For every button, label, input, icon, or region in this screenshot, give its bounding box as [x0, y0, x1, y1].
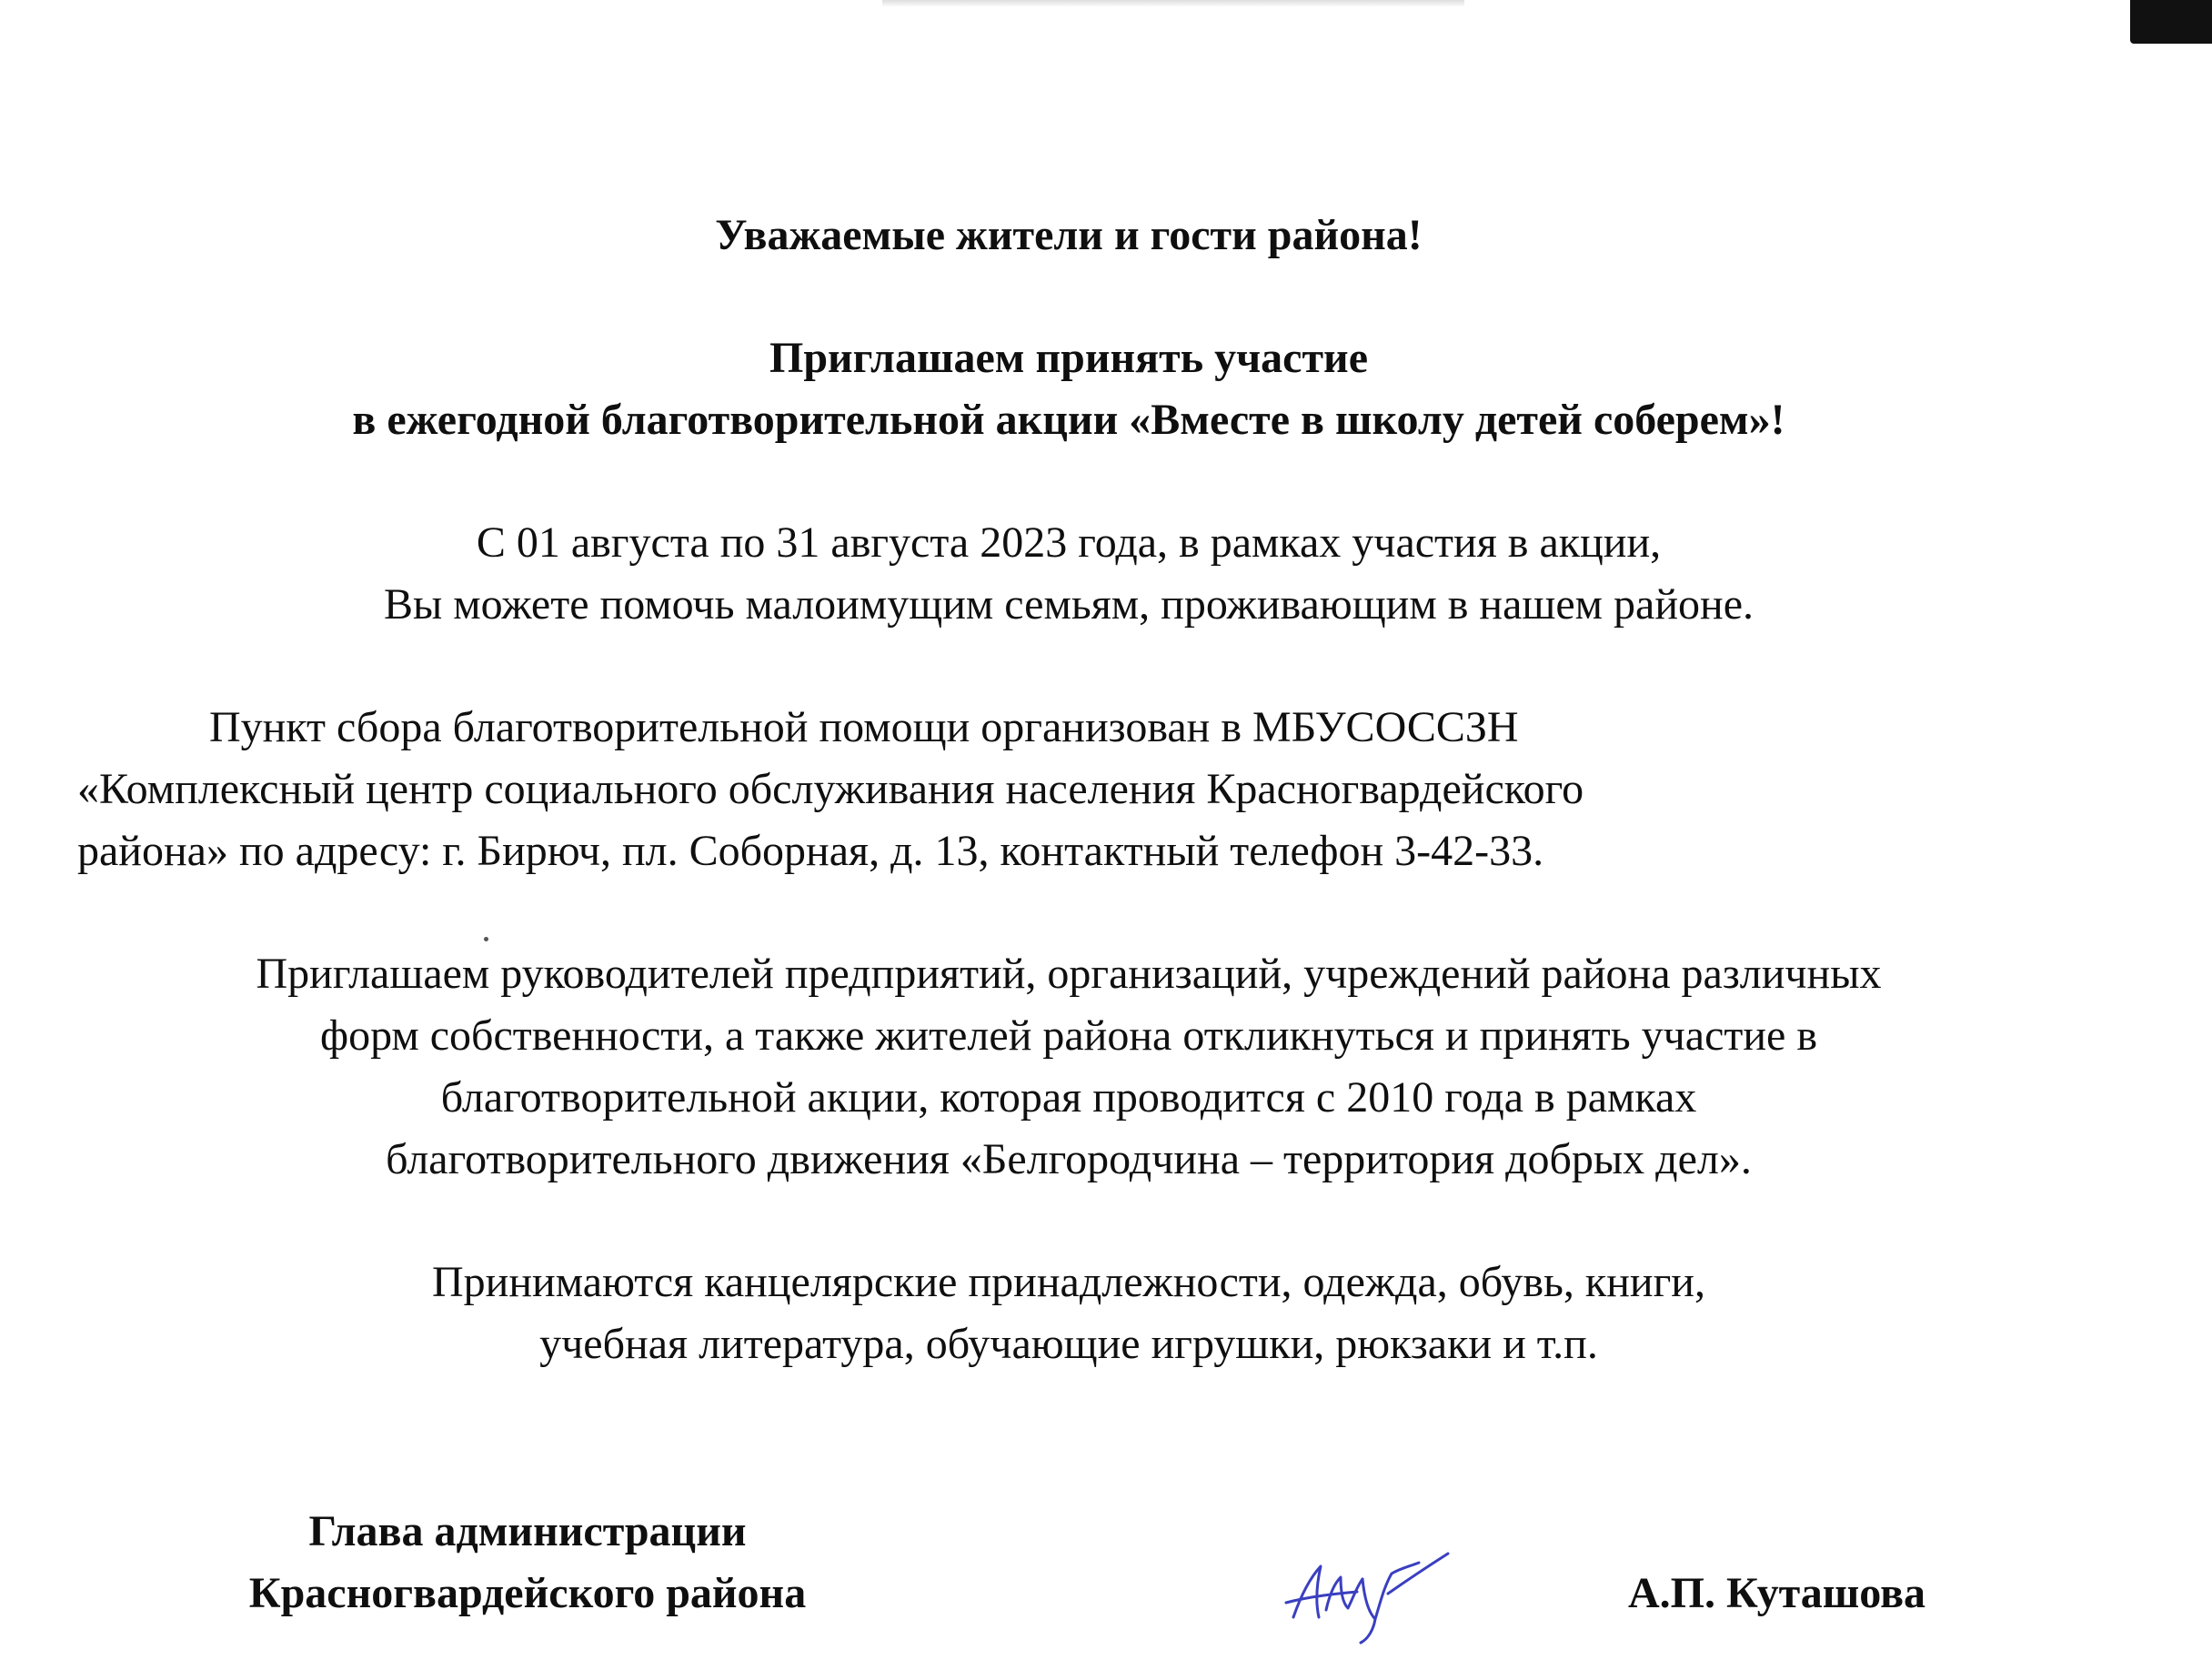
scan-edge-shadow	[882, 0, 1464, 7]
accepted-line-1: Принимаются канцелярские принадлежности, одежда, обувь, книги,	[432, 1258, 1705, 1306]
collection-line-2: «Комплексный центр социального обслуживания населения Красногвардейского	[77, 765, 1584, 813]
appeal-paragraph	[77, 943, 2060, 1191]
accepted-items-paragraph	[77, 1252, 2060, 1375]
accepted-line-2: учебная литература, обучающие игрушки, рюкзаки и т.п.	[539, 1320, 1598, 1368]
collection-line-1: Пункт сбора благотворительной помощи организован в МБУСОССЗН	[209, 703, 1519, 751]
invite-heading-line-1: Приглашаем принять участие	[769, 334, 1368, 382]
handwritten-signature-icon	[1273, 1546, 1455, 1646]
dates-paragraph	[77, 512, 2060, 636]
document-body	[77, 205, 2060, 1375]
position-line-2: Красногвардейского района	[248, 1569, 807, 1617]
scan-corner-mark	[2130, 0, 2212, 44]
appeal-line-2: форм собственности, а также жителей района откликнуться и принять участие в	[319, 1011, 1817, 1060]
collection-point-paragraph	[77, 697, 2060, 882]
appeal-line-1: Приглашаем руководителей предприятий, организаций, учреждений района различных	[256, 950, 1882, 998]
collection-line-3: района» по адресу: г. Бирюч, пл. Соборная, д. 13, контактный телефон 3-42-33.	[77, 827, 1544, 875]
invite-heading-line-2: в ежегодной благотворительной акции «Вместе в школу детей соберем»!	[352, 396, 1785, 444]
appeal-line-4: благотворительного движения «Белгородчина – территория добрых дел».	[386, 1135, 1752, 1183]
header-block	[77, 205, 2060, 451]
appeal-line-3: благотворительной акции, которая проводится с 2010 года в рамках	[440, 1073, 1697, 1122]
dates-line-2: Вы можете помочь малоимущим семьям, проживающим в нашем районе.	[383, 580, 1755, 629]
signatory-name: А.П. Куташова	[1628, 1569, 1926, 1617]
position-line-1: Глава администрации	[308, 1507, 747, 1555]
signatory-position	[173, 1501, 882, 1625]
dates-line-1: С 01 августа по 31 августа 2023 года, в рамках участия в акции,	[476, 518, 1662, 567]
greeting-heading: Уважаемые жители и гости района!	[715, 211, 1423, 259]
